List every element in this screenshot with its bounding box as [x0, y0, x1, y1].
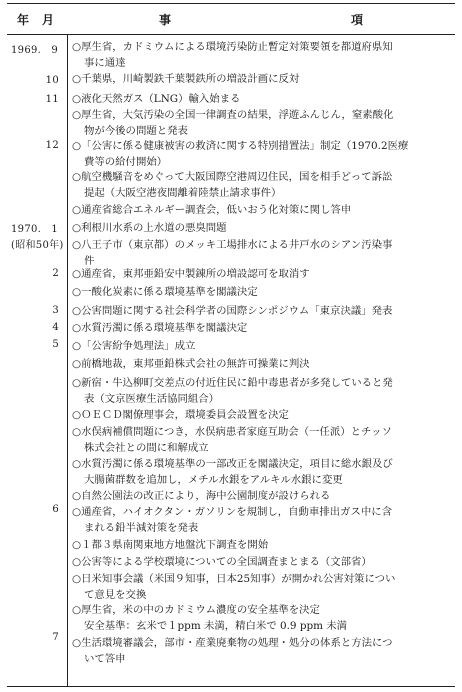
event-text: ○利根川水系の上水道の悪臭問題 — [72, 222, 227, 234]
event-header: 事 — [158, 12, 171, 27]
event-text: ○液化天然ガス（LNG）輸入始まる — [72, 93, 241, 105]
event-entry — [72, 72, 451, 88]
date-label: 1970. 1 — [11, 224, 59, 235]
table-header — [7, 4, 455, 35]
event-entry — [72, 603, 451, 634]
table-body — [7, 35, 455, 687]
event-text-continued: 事に通達 — [84, 56, 126, 69]
date-label: 12 — [45, 140, 59, 151]
event-text: ○生活環境審議会，部市・産業廃棄物の処理・処分の体系と方法につ — [72, 637, 393, 649]
event-text-continued: 大腸菌群数を追加し，メチル水銀をアルキル水銀に変更 — [84, 473, 343, 486]
event-text: ○「公害に係る健康被害の救済に関する特別措置法」制定（1970.2医療 — [72, 140, 409, 152]
event-text: ○「公害紛争処理法」成立 — [72, 340, 196, 352]
event-text-continued: 安全基準：玄米で１ppm 未満，精白米で 0.9 ppm 未満 — [84, 619, 348, 632]
event-text: ○水俣病補償問題につき，水俣病患者家庭互助会（一任派）とチッソ — [72, 426, 392, 438]
event-column — [68, 35, 455, 687]
event-text: ○厚生省，米の中のカドミウム濃度の安全基準を決定 — [72, 604, 320, 616]
date-label: 2 — [52, 268, 59, 279]
event-entry — [72, 339, 451, 355]
event-text: ○日米知事会議（米国９知事，日本25知事）が開かれ公害対策につい — [72, 573, 396, 585]
event-text: ○通産省総合エネルギー調査会，低いおう化対策に関し答申 — [72, 204, 352, 216]
event-entry — [72, 636, 451, 667]
event-text: ○厚生省，カドミウムによる環境汚染防止暫定対策要領を都道府県知 — [72, 41, 393, 53]
event-text: ○自然公園法の改正により，海中公園制度が設けられる — [72, 490, 331, 502]
event-entry — [72, 285, 451, 301]
event-text: ○通産省，ハイオクタン・ガソリンを規制し，自動車排出ガス中に含 — [72, 506, 393, 518]
event-text: ○通産省，東邦亜鉛安中製錬所の増設認可を取消す — [72, 268, 310, 280]
event-text: ○新宿・牛込柳町交差点の付近住民に鉛中毒患者が多発していると発 — [72, 377, 393, 389]
event-text: ○水質汚濁に係る環境基準の一部改正を閣議決定，項目に総水銀及び — [72, 458, 393, 470]
event-entry — [72, 92, 451, 108]
date-label: 3 — [52, 305, 59, 316]
date-label: 4 — [52, 322, 59, 333]
event-entry — [72, 457, 451, 488]
event-text-continued: て意見を交換 — [84, 588, 147, 601]
event-text-continued: 費等の給付開始） — [84, 155, 168, 168]
event-text: ○航空機騒音をめぐって大阪国際空港周辺住民，国を相手どって訴訟 — [72, 171, 393, 183]
event-text: ○前橋地裁，東邦亜鉛株式会社の無許可操業に判決 — [72, 358, 310, 370]
event-text: ○水質汚濁に係る環境基準を閣議決定 — [72, 322, 248, 334]
date-column-header — [7, 11, 67, 28]
event-text: ○ＯＥＣＤ閣僚理事会，環境委員会設置を決定 — [72, 409, 289, 421]
event-entry — [72, 538, 451, 554]
event-text-continued: 株式会社との間に和解成立 — [84, 441, 209, 454]
event-entry — [72, 572, 451, 603]
event-entry — [72, 267, 451, 283]
event-text: ○公害問題に関する社会科学者の国際シンポジウム「東京決議」発表 — [72, 305, 393, 317]
event-entry — [72, 203, 451, 219]
date-label: 10 — [45, 75, 59, 86]
event-entry — [72, 304, 451, 320]
event-entry — [72, 555, 451, 571]
date-label: (昭和50年) — [11, 240, 64, 251]
event-entry — [72, 489, 451, 505]
date-label: 11 — [45, 94, 59, 105]
event-entry — [72, 505, 451, 536]
month-header: 月 — [41, 12, 55, 27]
date-label: 6 — [52, 504, 59, 515]
event-text: ○八王子市（東京都）のメッキ工場排水による井戸水のシアン汚染事 — [72, 239, 393, 251]
event-text: ○千葉県，川崎製鉄千葉製鉄所の増設計画に反対 — [72, 73, 300, 85]
event-text: ○一酸化炭素に係る環境基準を閣議決定 — [72, 286, 258, 298]
event-text-continued: 件 — [84, 254, 95, 267]
event-entry — [72, 221, 451, 237]
date-label: 5 — [52, 339, 59, 350]
date-label: 1969. 9 — [11, 45, 59, 56]
item-header: 項 — [351, 12, 364, 27]
event-entry — [72, 425, 451, 456]
event-entry — [72, 357, 451, 373]
event-entry — [72, 40, 451, 71]
event-column-header — [67, 11, 455, 28]
year-header: 年 — [17, 12, 31, 27]
event-text-continued: まれる鉛半減対策を発表 — [84, 521, 199, 534]
event-entry — [72, 321, 451, 337]
event-entry — [72, 139, 451, 170]
event-entry — [72, 108, 451, 139]
event-text-continued: 表（文京医療生活協同組合） — [84, 392, 220, 405]
event-text: ○厚生省，大気汚染の全国一律調査の結果，浮遊ふんじん，窒素酸化 — [72, 109, 394, 121]
event-entry — [72, 376, 451, 407]
event-entry — [72, 170, 451, 201]
date-label: 7 — [52, 632, 59, 643]
event-text: ○公害等による学校環境についての全国調査まとまる（文部省） — [72, 556, 372, 568]
event-text-continued: 提起（大阪空港夜間離着陸禁止請求事件） — [84, 186, 282, 199]
chronology-table — [7, 3, 455, 687]
event-text-continued: いて答申 — [84, 652, 126, 665]
date-column — [7, 35, 68, 687]
event-entry — [72, 238, 451, 269]
event-text: ○１都３県南関東地方地盤沈下調査を開始 — [72, 539, 269, 551]
event-entry — [72, 408, 451, 424]
event-text-continued: 物が今後の問題と発表 — [84, 124, 188, 137]
